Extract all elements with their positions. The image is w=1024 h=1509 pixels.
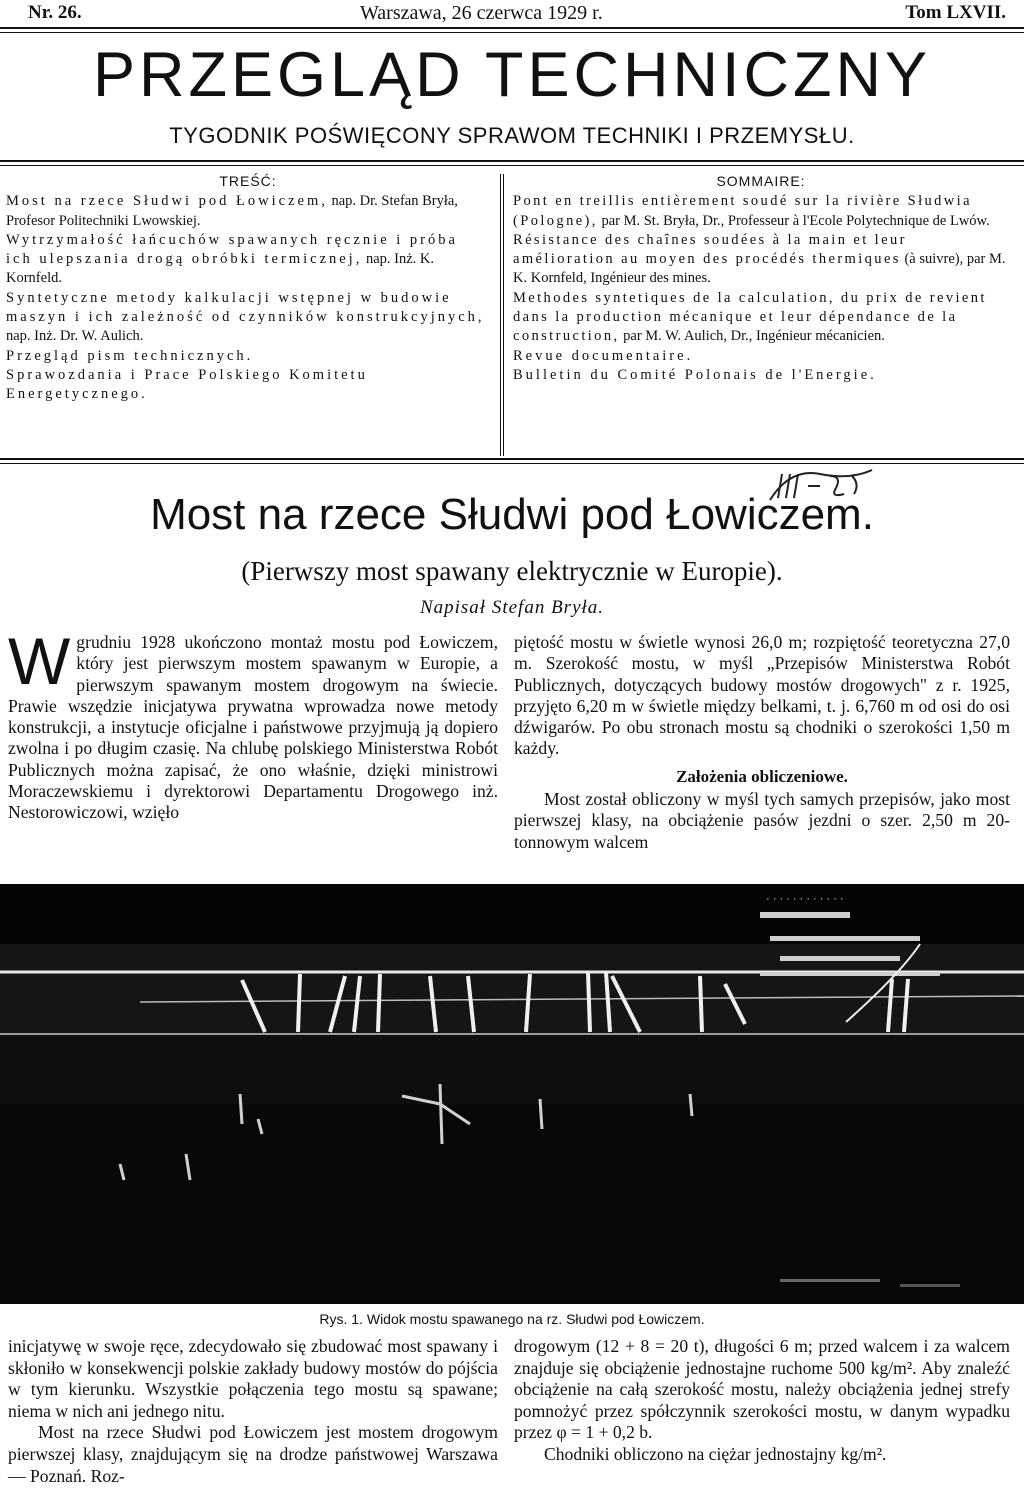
- figure-caption: Rys. 1. Widok mostu spawanego na rz. Słudwi pod Łowiczem.: [319, 1311, 705, 1327]
- article-author: Napisał Stefan Bryła.: [419, 597, 605, 618]
- masthead-rule-thin: [0, 165, 1024, 166]
- paragraph: drogowym (12 + 8 = 20 t), długości 6 m; przed walcem i za walcem znajduje się obciążenie jednostajne ruchome 500 kg/m². Aby znaleźć obciążenie na całą szerokość mostu, należy obciążenia jednej strefy pomnożyć przez spółczynnik szerokości mostu, w danym wypadku przez φ = 1 + 0,2 b.: [514, 1336, 1010, 1443]
- sommaire-heading: SOMMAIRE:: [716, 173, 806, 189]
- contents-polish: [6, 172, 490, 405]
- toc-item: Pont en treillis entièrement soudé sur la rivière Słudwia (Pologne), par M. St. Bryła, Dr., Professeur à l'Ecole Polytechnique de Lwów.: [513, 193, 990, 229]
- toc-item: Wytrzymałość łańcuchów spawanych ręcznie i próba ich ulepszania drogą obróbki termicznej, nap. Inż. K. Kornfeld.: [6, 231, 458, 287]
- toc-item: Przegląd pism technicznych.: [6, 347, 254, 364]
- journal-subtitle: TYGODNIK POŚWIĘCONY SPRAWOM TECHNIKI I PRZEMYSŁU.: [169, 123, 855, 148]
- article-subtitle: (Pierwszy most spawany elektrycznie w Europie).: [241, 556, 783, 586]
- article-column-left: [8, 624, 498, 824]
- contents-french: [513, 172, 1009, 385]
- toc-item: Résistance des chaînes soudées à la main et leur amélioration au moyen des procédés thermiques (à suivre), par M. K. Kornfeld, Ingénieur des mines.: [513, 231, 1006, 287]
- header-rule-thin: [0, 32, 1024, 33]
- masthead-rule: [0, 160, 1024, 162]
- article-title: Most na rzece Słudwi pod Łowiczem.: [150, 490, 874, 539]
- column-separator: [500, 174, 504, 456]
- journal-title: PRZEGLĄD TECHNICZNY: [93, 40, 931, 110]
- bridge-photo-image: [0, 884, 1024, 1304]
- toc-item: Syntetyczne metody kalkulacji wstępnej w budowie maszyn i ich zależność od czynników konstrukcyjnych, nap. Inż. Dr. W. Aulich.: [6, 289, 485, 345]
- paragraph: inicjatywę w swoje ręce, zdecydowało się zbudować most spawany i skłoniło w konsekwencji polskie zakłady budowy mostów do pójścia w tym kierunku. Wszystkie połączenia tego mostu są spawane; niema w nich ani jednego nitu.: [8, 1336, 498, 1421]
- contents-heading: TREŚĆ:: [219, 173, 277, 189]
- institution-stamp: · · · · · · · · · · · ·: [766, 893, 844, 905]
- contents-rule: [0, 458, 1024, 460]
- toc-item: Methodes syntetiques de la calculation, du prix de revient dans la production mécanique et leur dépendance de la construction, par M. W. Aulich, Dr., Ingénieur mécanicien.: [513, 289, 987, 345]
- drop-cap: W: [8, 624, 71, 698]
- article-column-right-lower: [514, 1336, 1010, 1466]
- paragraph: piętość mostu w świetle wynosi 26,0 m; rozpiętość teoretyczna 27,0 m. Szerokość mostu, w myśl „Przepisów Ministerstwa Robót Publicznych, dotyczących budowy mostów drogowych" z r. 1925, przyjęto 6,20 m w świetle między belkami, t. j. 6,760 m od osi do osi dźwigarów. Po obu stronach mostu są chodniki o szerokości 1,50 m każdy.: [514, 632, 1010, 759]
- toc-item: Bulletin du Comité Polonais de l'Energie.: [513, 366, 877, 383]
- place-date: Warszawa, 26 czerwca 1929 r.: [360, 2, 603, 24]
- volume-number: Tom LXVII.: [905, 2, 1006, 23]
- toc-item: Revue documentaire.: [513, 347, 694, 364]
- paragraph: Most został obliczony w myśl tych samych przepisów, jako most pierwszej klasy, na obciążenie pasów jezdni o szer. 2,50 m 20-tonnowym walcem: [514, 789, 1010, 852]
- issue-number: Nr. 26.: [28, 2, 82, 23]
- article-column-right: [514, 632, 1010, 853]
- toc-item: Sprawozdania i Prace Polskiego Komitetu Energetycznego.: [6, 366, 368, 403]
- paragraph: grudniu 1928 ukończono montaż mostu pod Łowiczem, który jest pierwszym mostem spawanym w Europie, a pierwszym spawanym mostem drogowym na świecie. Prawie wszędzie inicjatywa prywatna wprowadza nowe metody konstrukcji, a instytucje oficjalne i państwowe przyjmują ją dopiero zwolna i po długim czasię. Na chlubę polskiego Ministerstwa Robót Publicznych można zapisać, że ono właśnie, dzięki ministrowi Moraczewskiemu i dyrektorowi Departamentu Drogowego inż. Nestorowiczowi, wzięło: [8, 632, 498, 823]
- paragraph: Chodniki obliczono na ciężar jednostajny kg/m².: [544, 1443, 887, 1464]
- toc-item: Most na rzece Słudwi pod Łowiczem, nap. Dr. Stefan Bryła, Profesor Politechniki Lwowskiej.: [6, 193, 458, 229]
- section-heading: Założenia obliczeniowe.: [676, 766, 848, 786]
- article-column-left-lower: [8, 1336, 498, 1487]
- header-rule: [0, 27, 1024, 29]
- paragraph: Most na rzece Słudwi pod Łowiczem jest mostem drogowym pierwszej klasy, znajdującym się na drodze państwowej Warszawa — Poznań. Roz-: [8, 1422, 498, 1486]
- bridge-photo: [0, 884, 1024, 1304]
